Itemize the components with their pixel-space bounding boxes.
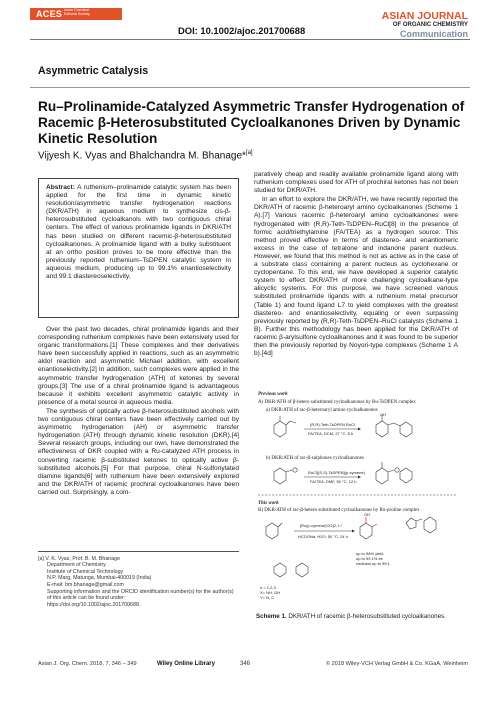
page-number: 346 [240, 661, 251, 667]
supporting-info-link[interactable]: https://doi.org/10.1002/ajoc.201700688. [47, 601, 141, 608]
section-rule [30, 87, 470, 88]
previous-work-label: Previous work [258, 392, 288, 397]
scheme-a-cond-a1: (R,R)-Teth-TsDPEN RuCl [310, 422, 355, 427]
product-hetero-alcohol [360, 517, 377, 539]
footer-journal: Asian J. Org. Chem. 2018, 7, 346 – 349 [38, 661, 137, 667]
hetaryl-groups [274, 563, 308, 577]
ligand-l7 [406, 517, 436, 533]
abstract-label: Abstract: [46, 184, 75, 191]
left-column [38, 326, 239, 498]
supporting-info: Supporting information and the ORCID identification number(s) for the author(s) of this article can be found under: [47, 589, 234, 602]
authors: Vijyesh K. Vyas and Bhalchandra M. Bhanage*[a] [38, 150, 253, 162]
header-rule [30, 39, 470, 40]
reactant-hetero-ketone [266, 523, 282, 539]
product-sulfone-alcohol [376, 462, 412, 484]
scheme-a-cond-b1: RuCl[(S,S)-TsDPEN](p-cymene) [308, 470, 365, 475]
doi[interactable]: DOI: 10.1002/ajoc.201700688 [178, 25, 306, 36]
scheme-b-cond1: [Ru(p-cymene)Cl2]2, L* [300, 523, 342, 528]
footnote-rule [38, 551, 239, 552]
paragraph: In an effort to explore the DKR/ATH, we have recently reported the DKR/ATH of racemic β-heteroaryl amino cycloalkanones (Scheme 1 A).[7] Various racemic β-heteroaryl amino cycloalkanones were hydrogenated with (R,R)-Teth-TsDPEN–RuCl[8] in the presence of formic acid/triethylamine (FA/TEA) as a hydrogen source. This method proved effective in terms of diastereo- and enantiomeric excess in the case of tetralone and indanone parent nucleus. However, we found that this method is not as active as in the case of a substrate class containing a parent nucleus as cyclohexane or cyclopentane. To this end, we have developed a superior catalytic system to effect DKR/ATH of more challenging cycloalkane-type alicyclic systems. For this purpose, we have screened various substituted prolinamide ligands with a ruthenium metal precursor (Table 1) and found ligand L7 to yield complexes with the greatest diastereo- and enantioselectivity, equaling or even surpassing previously reported by (R,R)-Teth-TsDPEN–RuCl catalysts (Scheme 1 B). Further this methodology has been applied for the DKR/ATH of racemic β-arylsulfone cycloalkanones and it was found to be superior then the previously reported by Noyori-type complexes (Scheme 1 A b).[4d] [254, 196, 458, 358]
aces-subtitle: Asian Chemical Editorial Society [64, 8, 90, 17]
scheme-a-sub-a: a) DKR/ATH of rac-β-heteroaryl amino cycloalkanones [266, 408, 378, 413]
journal-name: ASIAN JOURNAL OF ORGANIC CHEMISTRY Communication [381, 10, 468, 39]
scheme-b-x1: X= NH, OH [260, 590, 281, 595]
abstract-box [38, 178, 239, 318]
scheme-a-header: A) DKR/ATH of β-hetero substituted cycloalkanones by Ru-TsDPEN complex [258, 400, 416, 405]
scheme-b-header: B) DKR/ATH of rac-β-hetero substituted cycloalkanones by Ru-proline complex [258, 508, 420, 513]
paragraph: Over the past two decades, chiral prolinamide ligands and their corresponding ruthenium complexes have been extensively used for organic transformations.[1] These complexes and their derivatives have been successfully applied in reactions, such as an asymmetric aldol reaction and asymmetric Michael addition, with excellent enantioselectivity.[2] In addition, such complexes were applied in the asymmetric transfer hydrogenation (ATH) of ketones by several groups.[3] The use of a chiral prolinamide ligand is advantageous because it exhibits excellent asymmetric catalytic activity in presence of a metal source in aqueous media. [38, 326, 239, 406]
footer-wiley-link[interactable]: Wiley Online Library [157, 661, 215, 667]
this-work-label: This work [258, 501, 279, 506]
aces-logo: ACES [36, 9, 63, 19]
scheme-b-cond2: HCOONa, H2O, 50 °C, 24 h [298, 534, 348, 539]
reactant-sulfone [274, 468, 297, 484]
abstract-text: A ruthenium–prolinamide catalytic system has been applied for the first time in dynamic kinetic resolution/asymmetric transfer hydrogenation reactions (DKR/ATH) in aqueous medium to synthesize cis-β-heterosubstituted cycloalkanols with two contiguous chiral centers. The effect of various prolinamide ligands in DKR/ATH has been studied on different racemic-β-heterosubstituted cycloalkanones. A prolinamide ligand with a bulky substituent at an ortho position proves to be more effective than the previously reported ruthenium–TsDPEN catalytic system in aqueous medium, producing up to 99.1% enantioselectivity and 99:1 diastereoselectivity. [46, 184, 231, 281]
right-column [254, 171, 458, 359]
scheme-b-result2: up to 99.1% ee [356, 556, 383, 561]
paragraph: The synthesis of optically active β-heterosubstituted alcohols with two contiguous chiral centers have been effectively carried out by asymmetric hydrogenation (AH) or asymmetric transfer hydrogenation (ATH) through dynamic kinetic resolution (DKR).[4] Several research groups, including our own, have demonstrated the effectiveness of DKR coupled with a Ru-catalyzed ATH process in converting racemic β-substituted ketones to optically active β-substituted alcohols.[5] For that purpose, chiral N-sulfonylated diamine ligands[6] with ruthenium have been extensively explored and the DKR/ATH of racemic prochiral cycloalkanones have been carried out. Surprisingly, a com- [38, 407, 239, 496]
scheme-a-sub-b: b) DKR/ATH of rac-β-sulphones cycloalkanones [266, 456, 364, 461]
scheme-1-figure [256, 389, 458, 609]
scheme-a-cond-a2: FA/TEA, DCM, 27 °C, 6 h [308, 431, 354, 436]
scheme-a-cond-b2: FA/TEA, DMF, 50 °C, 12 h [310, 479, 357, 484]
section-heading: Asymmetric Catalysis [38, 65, 149, 77]
scheme-b-result1: up to 98% yield [356, 551, 384, 556]
scheme-caption: Scheme 1. DKR/ATH of racemic β-heterosubstituted cycloalkanones. [256, 613, 446, 620]
product-aminoalcohol [376, 415, 412, 437]
scheme-b-result3: cis/trans up to 99:1 [356, 561, 390, 566]
svg-text:OH: OH [380, 412, 386, 417]
affiliation-footnote: [a] V. K. Vyas, Prof. B. M. Bhanage Department of Chemistry Institute of Chemical Technology N.P. Marg, Matunga, Mumbai-400019 (India) E-mail: bm.bhanage@gmail.com Supporting information and the ORCID identification number(s) for the author(s) of this article can be found under: https://doi.org/10.1002/ajoc.201700688. [38, 556, 239, 608]
footer-copyright: © 2018 Wiley-VCH Verlag GmbH & Co. KGaA, Weinheim [325, 661, 468, 667]
article-title: Ru–Prolinamide-Catalyzed Asymmetric Transfer Hydrogenation of Racemic β-Heterosubstituted Cycloalkanones Driven by Dynamic Kinetic Resolution [38, 99, 465, 146]
scheme-b-x2: Y= N, C [260, 595, 275, 600]
svg-text:OH: OH [364, 512, 370, 517]
paragraph: paratively cheap and readily available prolinamide ligand along with ruthenium complexes used for ATH of prochiral ketones has not been studied for DKR/ATH. [254, 171, 458, 195]
scheme-b-n: n = 1,2,3 [260, 585, 276, 590]
reactant-aminoketone [274, 416, 296, 437]
